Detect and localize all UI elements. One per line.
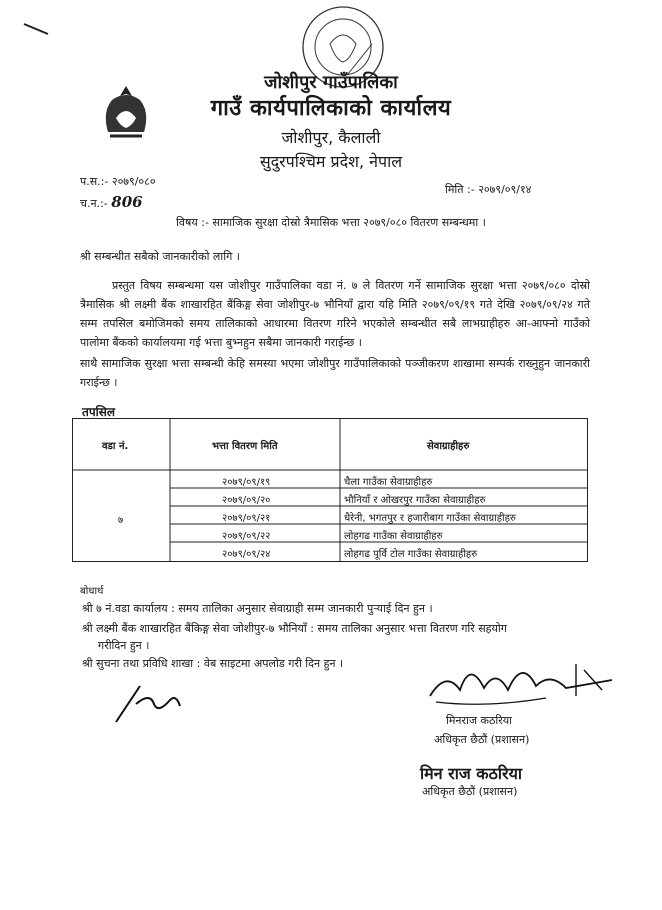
table-row-date: २०७९/०९/१९ [222,477,271,488]
header-beneficiaries: सेवाग्राहीहरु [427,441,470,452]
body-paragraph-2: साथै सामाजिक सुरक्षा भत्ता सम्बन्धी केहि समस्या भएमा जोशीपुर गाउँपालिकाको पञ्जीकरण शाखामा सम्पर्क राख्नुहुन जानकारी गराईन्छ । [80,357,590,389]
table-row-group: भौनियाँ र ओखरपुर गाउँका सेवाग्राहीहरु [344,495,486,506]
table-row-date: २०७९/०९/२४ [222,549,271,560]
table-row-group: लोहगढ गाउँका सेवाग्राहीहरु [344,531,443,542]
header-date: भत्ता वितरण मिति [212,441,278,452]
chalani-number [80,193,143,211]
signatory-designation: अधिकृत छैठौं (प्रशासन) [434,733,530,746]
table-row-date: २०७९/०९/२० [222,495,271,506]
cc-title: बोधार्थ [80,586,104,597]
patra-sankhya: प.स.:- २०७९/०८० [80,175,156,188]
table-row-date: २०७९/०९/२२ [222,531,271,542]
office-location: जोशीपुर, कैलाली [281,128,381,147]
cc-item-continuation: गरीदिन हुन । [98,639,150,652]
schedule-title: तपसिल [82,405,116,419]
chalani-handwritten-number: 806 [111,193,143,211]
cc-item: श्री लक्ष्मी बैंक शाखारहित बैंकिङ्ग सेवा जोशीपुर-७ भौनियाँ : समय तालिका अनुसार भत्ता वितरण गरि सहयोग [82,622,507,635]
cc-item: श्री सुचना तथा प्रविधि शाखा : वेब साइटमा अपलोड गरी दिन हुन । [82,657,344,670]
signatory-name: मिनराज कठरिया [446,714,512,727]
handwritten-initials [110,678,190,726]
municipality-name: जोशीपुर गाउँपालिका [264,72,398,93]
chalani-label: च.न.:- [80,197,112,210]
table-row-group: लोहगढ पूर्वि टोल गाउँका सेवाग्राहीहरु [344,549,478,560]
name-stamp: मिन राज कठरिया [420,764,522,783]
table-row-group: चैला गाउँका सेवाग्राहीहरु [344,477,433,488]
distribution-schedule-table [72,418,588,562]
table-grid [72,418,588,562]
table-row-group: धैरेनी, भगतपुर र हजारीबाग गाउँका सेवाग्राहीहरु [344,513,516,524]
designation-stamp: अधिकृत छैठौं (प्रशासन) [422,785,518,798]
corner-pen-mark [22,22,50,36]
addressee: श्री सम्बन्धीत सबैको जानकारीको लागि । [80,250,240,263]
cc-item: श्री ७ नं.वडा कार्यालय : समय तालिका अनुसार सेवाग्राही सम्म जानकारी पुऱ्याई दिन हुन । [82,602,433,615]
header-ward: वडा नं. [102,441,129,452]
letter-date: मिति :- २०७९/०९/१४ [445,183,532,196]
province-country: सुदुरपश्चिम प्रदेश, नेपाल [259,152,403,171]
table-row-date: २०७९/०९/२१ [222,513,271,524]
officer-signature [426,650,616,710]
letter-subject: विषय :- सामाजिक सुरक्षा दोस्रो त्रैमासिक भत्ता २०७९/०८० वितरण सम्बन्धमा । [176,216,486,229]
office-title: गाउँ कार्यपालिकाको कार्यालय [210,96,452,121]
ward-number: ७ [118,515,124,526]
body-paragraph-1: प्रस्तुत विषय सम्बन्धमा यस जोशीपुर गाउँपालिका वडा नं. ७ ले वितरण गर्ने सामाजिक सुरक्षा भत्ता २०७९/०८० दोस्रो त्रैमासिक श्री लक्ष्मी बैंक शाखारहित बैंकिङ्ग सेवा जोशीपुर-७ भौनियाँ द्वारा यहि मिति २०७९/०९/१९ गते देखि २०७९/०९/२४ गते सम्म तपसिल बमोजिमको समय तालिकाको आधारमा वितरण गरिने भएकोले सम्बन्धीत सबै लाभग्राहीहरु आ-आफ्नो गाउँको पालोमा बैंकको कार्यालयमा गई भत्ता बुभ्नहुन सबैमा जानकारी गराईन्छ । [80,279,590,349]
